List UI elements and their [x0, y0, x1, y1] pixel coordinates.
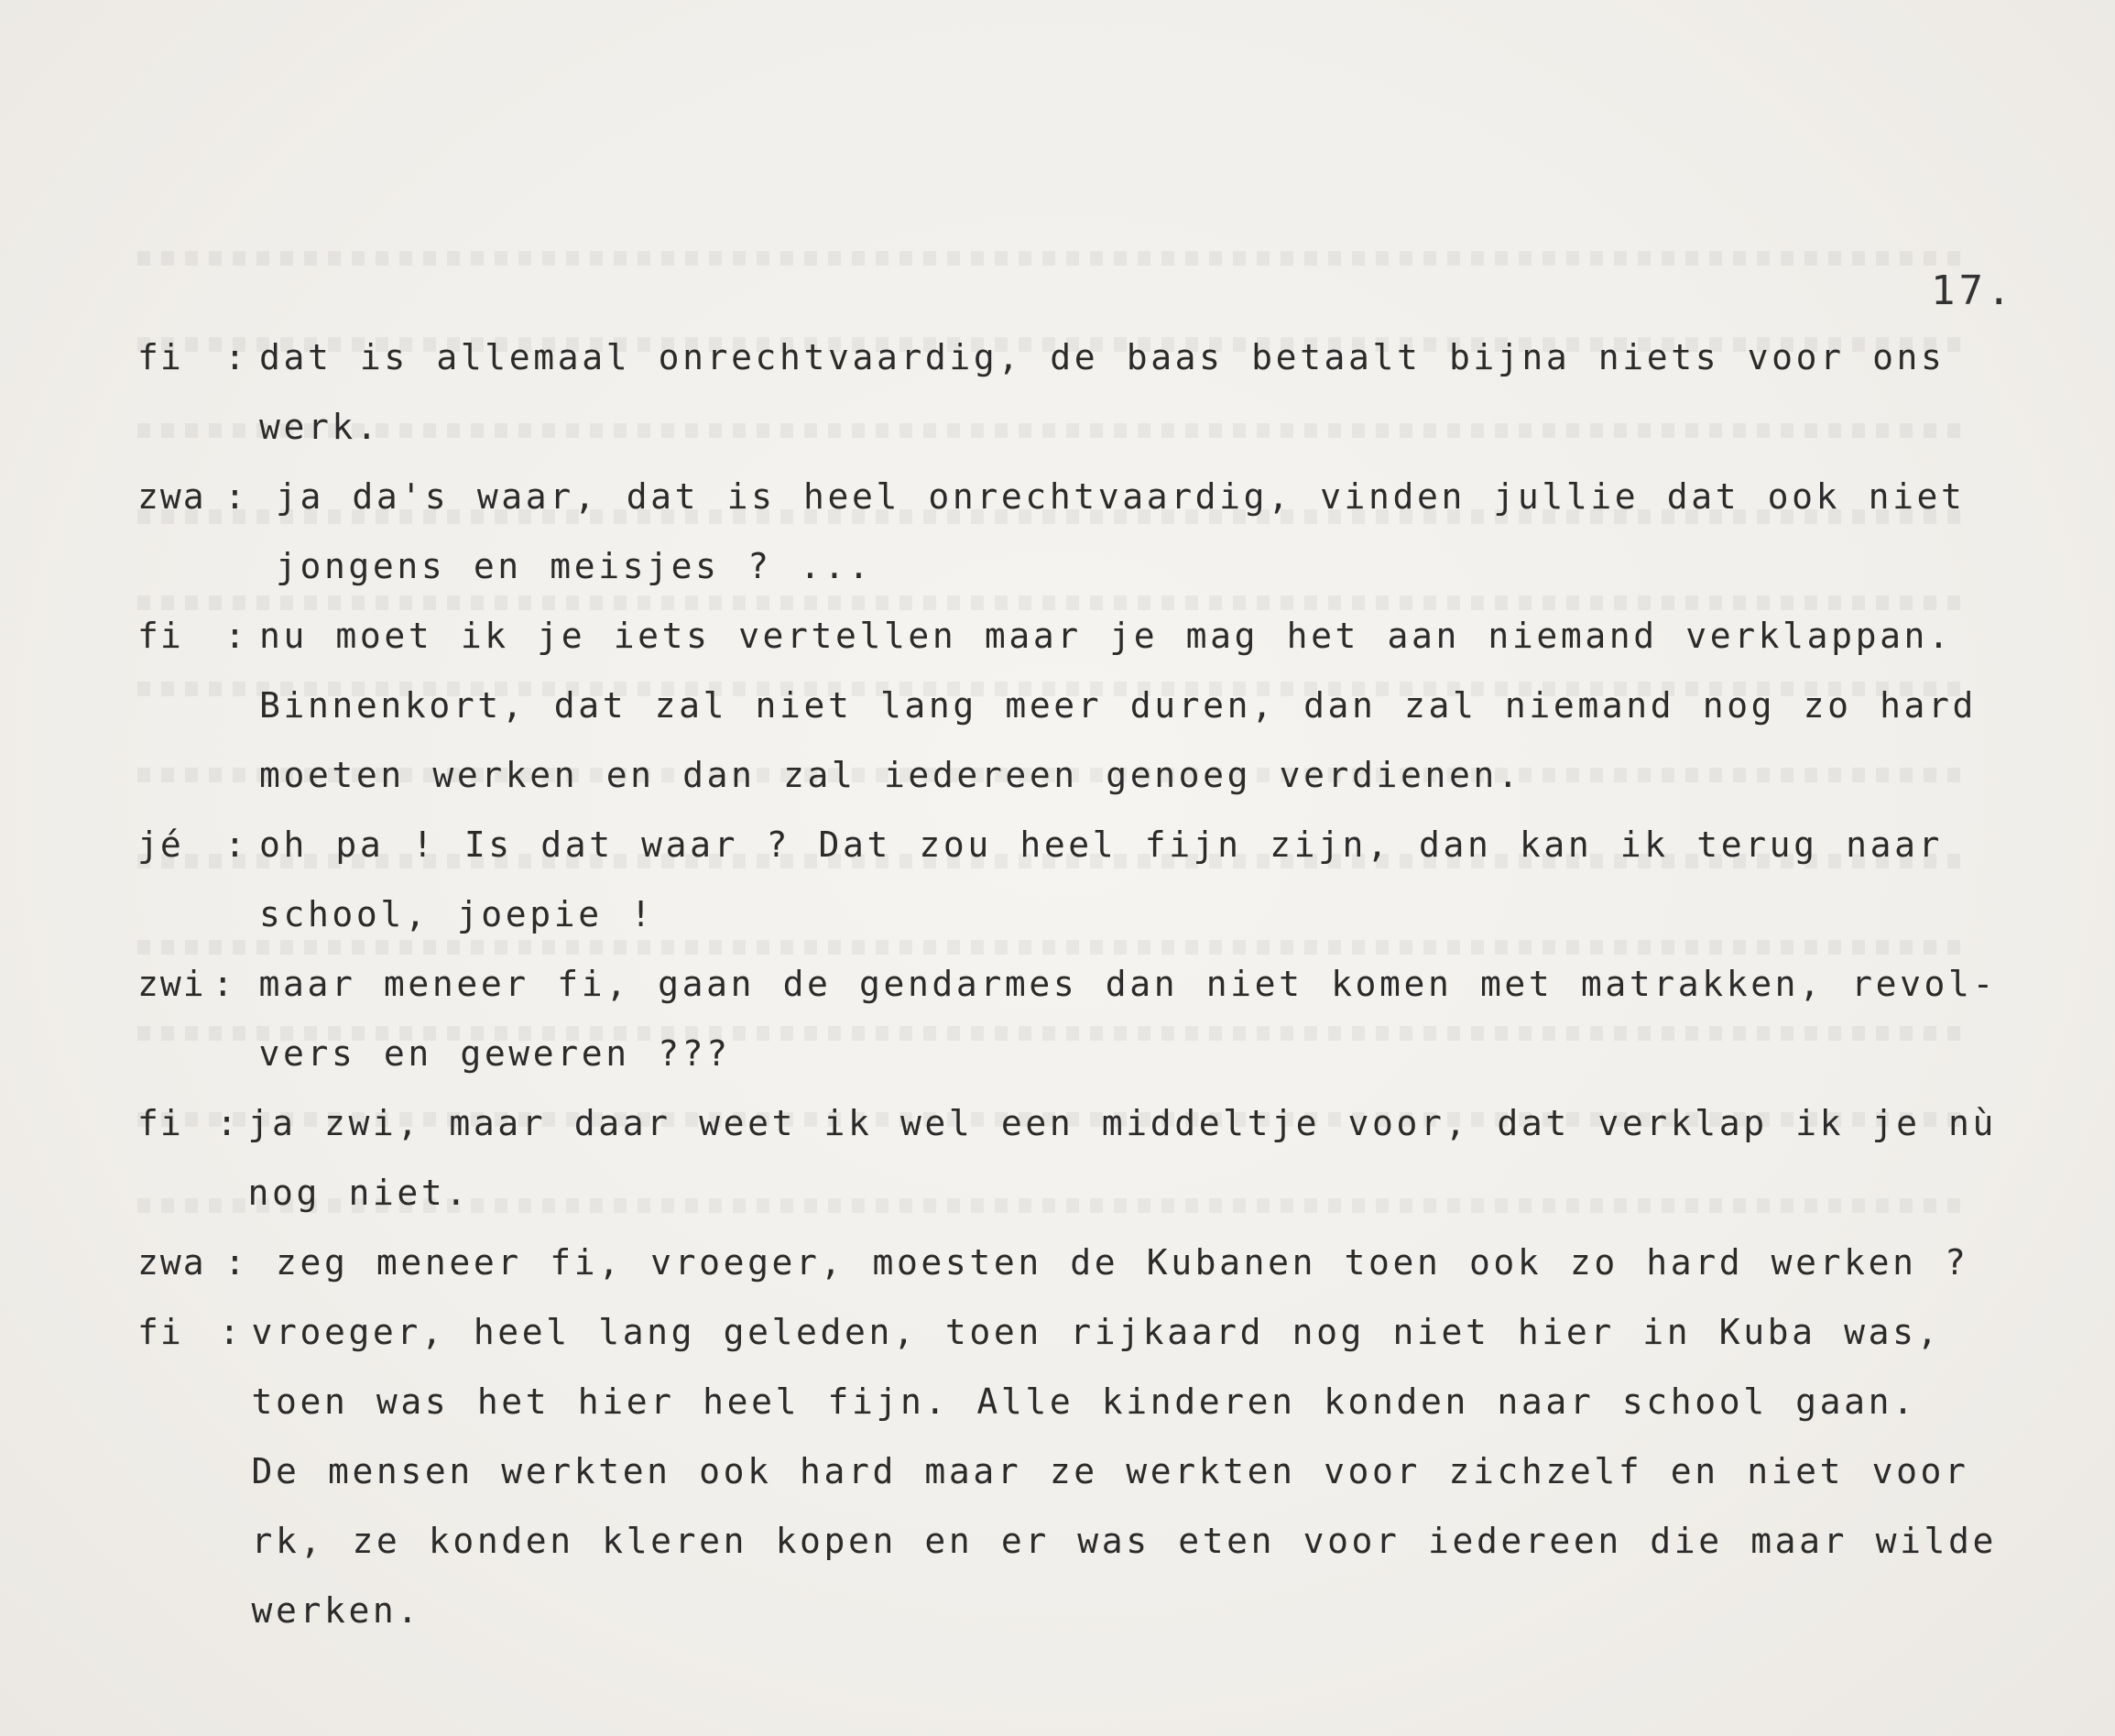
speaker-label: fi	[137, 1312, 183, 1352]
speaker-label: fi	[137, 616, 183, 656]
dialogue-script	[137, 322, 1997, 1645]
text-line: moeten werken en dan zal iedereen genoeg verdienen.	[259, 755, 1522, 795]
text-line: jongens en meisjes ? ...	[276, 546, 873, 586]
dialogue-entry	[137, 810, 1997, 949]
speaker-label: zwa	[137, 476, 206, 517]
speaker-separator: :	[224, 476, 245, 517]
speaker-label: jé	[137, 824, 183, 865]
dialogue-entry	[137, 601, 1997, 810]
text-line: vers en geweren ???	[258, 1033, 731, 1074]
dialogue-entry	[137, 462, 1997, 601]
speaker-separator: :	[224, 337, 245, 377]
dialogue-text	[243, 949, 1997, 1088]
dialogue-text	[259, 810, 1997, 949]
text-line: rk, ze konden kleren kopen en er was eten voor iedereen die maar wilde	[251, 1521, 1997, 1561]
dialogue-entry	[137, 1088, 1997, 1228]
speaker-label: zwi	[137, 964, 206, 1004]
dialogue-text	[252, 1297, 1997, 1645]
text-line: maar meneer fi, gaan de gendarmes dan niet komen met matrakken, revol-	[258, 964, 1997, 1004]
speaker-separator: :	[216, 1103, 237, 1143]
text-line: ja zwi, maar daar weet ik wel een middeltje voor, dat verklap ik je nù	[247, 1103, 1997, 1143]
speaker-separator: :	[224, 824, 245, 865]
speaker-separator: :	[224, 616, 245, 656]
text-line: ja da's waar, dat is heel onrechtvaardig, vinden jullie dat ook niet	[276, 476, 1966, 517]
dialogue-text	[259, 462, 1997, 601]
text-line: vroeger, heel lang geleden, toen rijkaard nog niet hier in Kuba was,	[251, 1312, 1942, 1352]
dialogue-text	[248, 1088, 1997, 1228]
speaker-separator: :	[212, 964, 234, 1004]
speaker-label: zwa	[137, 1242, 206, 1283]
speaker-label: fi	[137, 1103, 183, 1143]
dialogue-text	[259, 1228, 1997, 1297]
text-line: oh pa ! Is dat waar ? Dat zou heel fijn zijn, dan kan ik terug naar	[259, 824, 1944, 865]
page-number: 17.	[1931, 267, 2015, 314]
text-line: Binnenkort, dat zal niet lang meer duren, dan zal niemand nog zo hard	[259, 685, 1977, 726]
dialogue-entry	[137, 949, 1997, 1088]
dialogue-entry	[137, 1297, 1997, 1645]
text-line: dat is allemaal onrechtvaardig, de baas betaalt bijna niets voor ons	[259, 337, 1946, 377]
text-line: school, joepie !	[259, 894, 655, 934]
text-line: zeg meneer fi, vroeger, moesten de Kubanen toen ook zo hard werken ?	[276, 1242, 1969, 1283]
speaker-label: fi	[137, 337, 183, 377]
text-line: nu moet ik je iets vertellen maar je mag het aan niemand verklappan.	[259, 616, 1953, 656]
speaker-separator: :	[218, 1312, 240, 1352]
dialogue-entry	[137, 322, 1997, 462]
text-line: werk.	[259, 407, 381, 447]
dialogue-text	[259, 322, 1997, 462]
text-line: De mensen werkten ook hard maar ze werkten voor zichzelf en niet voor	[251, 1451, 1969, 1491]
dialogue-entry	[137, 1228, 1997, 1297]
text-line: toen was het hier heel fijn. Alle kinderen konden naar school gaan.	[251, 1381, 1917, 1422]
dialogue-text	[259, 601, 1997, 810]
speaker-separator: :	[224, 1242, 245, 1283]
text-line: werken.	[251, 1590, 421, 1631]
text-line: nog niet.	[247, 1173, 470, 1213]
